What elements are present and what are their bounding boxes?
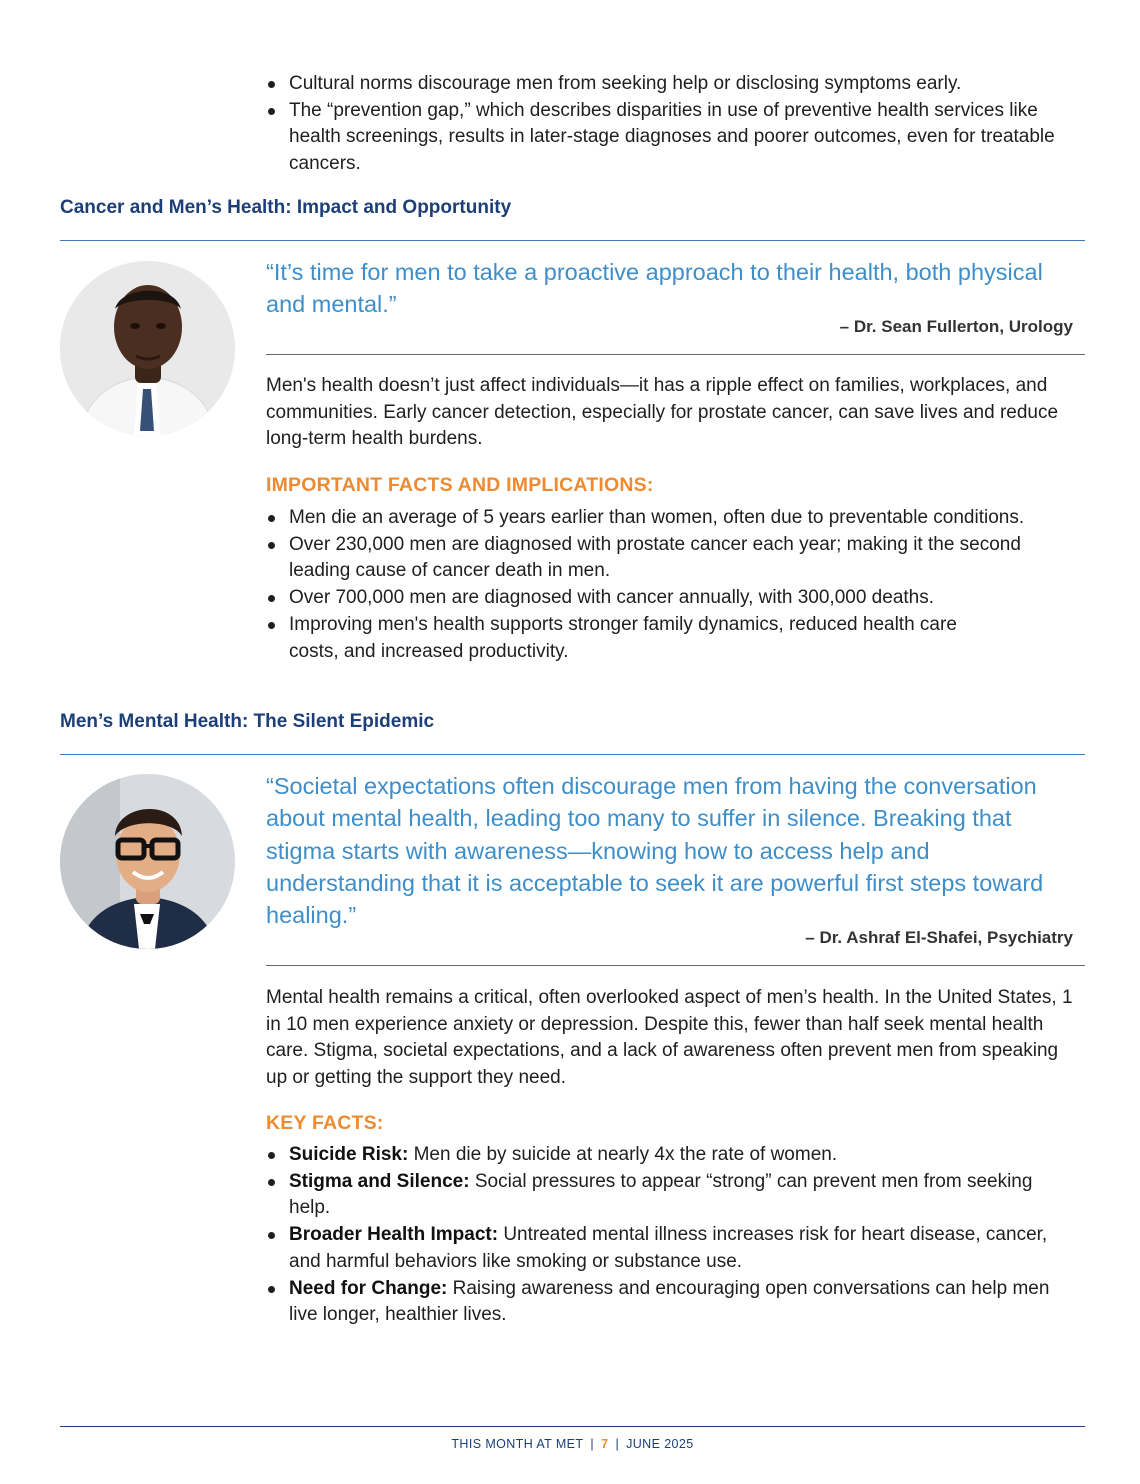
section-body-text: Men's health doesn’t just affect individuals—it has a ripple effect on families, workplaces, and communities. Early cancer detection, especially for prostate cancer, can save lives and reduce long-term health burdens. [266,375,1059,450]
page-number: 7 [601,1437,609,1451]
section-body-text: Mental health remains a critical, often overlooked aspect of men’s health. In the United States, 1 in 10 men experience anxiety or depression. Despite this, fewer than half seek mental health care. Stigma, societal expectations, and a lack of awareness often prevent men from speaking up or getting the support they need. [266,987,1073,1089]
list-item: Cultural norms discourage men from seeking help or disclosing symptoms early. [266,71,1066,98]
footer-separator: | [615,1437,620,1451]
list-item [266,1276,1066,1329]
pull-quote: “Societal expectations often discourage men from having the conversation about mental health, leading too many to suffer in silence. Breaking that stigma starts with awareness—knowing how to access help and understanding that it is acceptable to seek it are powerful first steps toward healing.” [266,773,1044,929]
footer-divider [60,1426,1085,1427]
quote-attribution: – Dr. Sean Fullerton, Urology [839,317,1073,336]
section-heading-cancer: Cancer and Men’s Health: Impact and Opportunity [60,197,512,218]
section-divider [60,240,1085,241]
section-divider [60,754,1085,755]
quote-divider [266,965,1085,966]
facts-heading: IMPORTANT FACTS AND IMPLICATIONS: [266,474,654,496]
footer-date: JUNE 2025 [626,1437,694,1451]
pull-quote: “It’s time for men to take a proactive approach to their health, both physical and mental.” [266,259,1043,318]
quote-attribution: – Dr. Ashraf El-Shafei, Psychiatry [805,928,1073,947]
intro-bullet-list [266,71,1066,178]
fact-term: Suicide Risk: [289,1144,409,1165]
list-item: The “prevention gap,” which describes disparities in use of preventive health services like health screenings, results in later-stage diagnoses and poorer outcomes, even for treatable cancers. [266,98,1066,178]
portrait-image [60,774,235,949]
facts-list [266,1142,1066,1329]
facts-heading: KEY FACTS: [266,1112,384,1134]
list-item [266,1222,1066,1275]
footer-publication: THIS MONTH AT MET [451,1437,584,1451]
list-item: Over 230,000 men are diagnosed with prostate cancer each year; making it the second leading cause of cancer death in men. [266,532,1056,585]
portrait-image [60,261,235,436]
list-item: Men die an average of 5 years earlier than women, often due to preventable conditions. [266,505,1056,532]
list-item [266,1169,1066,1222]
facts-list [266,505,1056,665]
list-item: Improving men's health supports stronger family dynamics, reduced health care costs, and increased productivity. [266,612,1056,665]
quote-divider [266,354,1085,355]
fact-term: Broader Health Impact: [289,1224,499,1246]
fact-text: Raising awareness and encouraging open conversations can help men live longer, healthier lives. [289,1277,1050,1326]
fact-term: Stigma and Silence: [289,1170,470,1192]
section-heading-mental-health: Men’s Mental Health: The Silent Epidemic [60,711,435,732]
fact-text: Social pressures to appear “strong” can prevent men from seeking help. [289,1170,1033,1219]
list-item [266,1142,1066,1169]
list-item: Over 700,000 men are diagnosed with cancer annually, with 300,000 deaths. [266,585,1056,612]
fact-term: Need for Change: [289,1277,448,1299]
portrait-photo-fullerton [60,261,235,436]
footer-separator: | [590,1437,595,1451]
portrait-photo-el-shafei [60,774,235,949]
fact-text: Untreated mental illness increases risk for heart disease, cancer, and harmful behaviors like smoking or substance use. [289,1224,1048,1272]
fact-text: Men die by suicide at nearly 4x the rate of women. [408,1144,838,1165]
page-footer [0,1437,1140,1451]
